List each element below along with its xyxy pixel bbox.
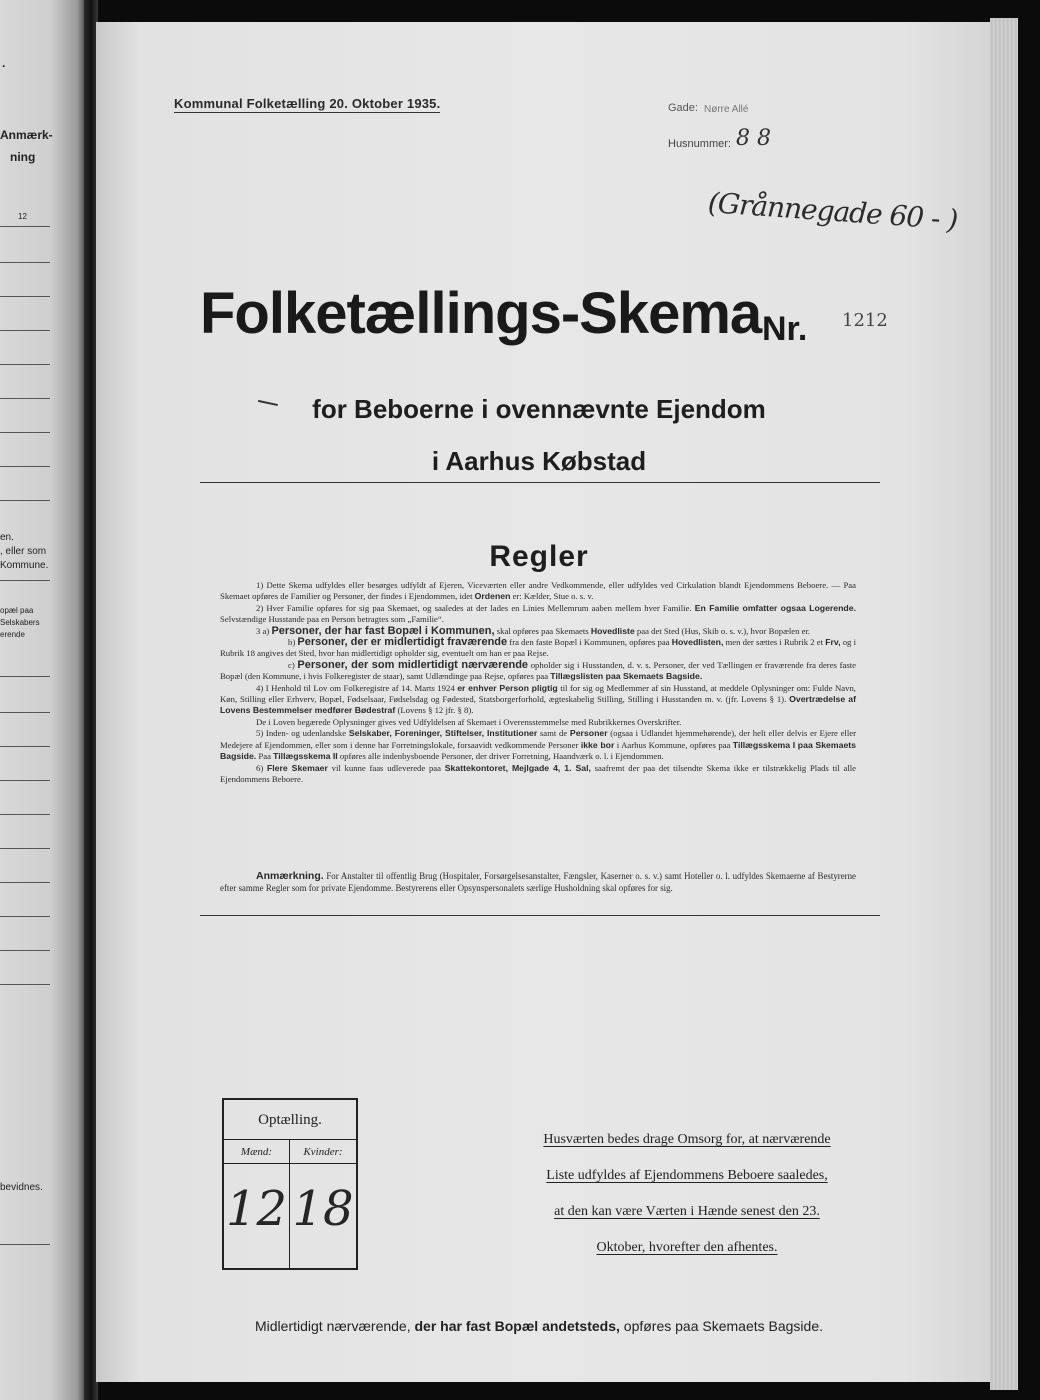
notice-line-1: Husværten bedes drage Omsorg for, at nærværende [543, 1132, 831, 1147]
rule-3b: b) Personer, der er midlertidigt fraværende fra den faste Bopæl i Kommunen, opføres paa Hovedlisten, men der sættes i Rubrik 2 et Frv, og i Rubrik 18 angives det Sted, hvor han midlertidigt opholder sig, eventuelt om han er paa Rejse. [220, 636, 856, 659]
anmaerkning-text: For Anstalter til offentlig Brug (Hospitaler, Forsørgelsesanstalter, Fængsler, Kaserner o. s. v.) samt Hoteller o. l. udfyldes Skemaerne af Bestyrerne efter samme Regler som for private Ejendomme. Bestyrerens eller Opsynspersonalets særlige Husholdning skal opføres for sig. [220, 871, 856, 893]
count-column-women [290, 1140, 356, 1268]
rule-4-note: De i Loven begærede Oplysninger gives ved Udfyldelsen af Skemaet i Overensstemmelse med Rubrikkernes Overskrifter. [256, 716, 682, 727]
rule-2: 2) Hver Familie opføres for sig paa Skemaet, og saaledes at der lades en Linies Mellemrum aaben mellem hver Familie. En Familie omfatter ogsaa Logerende. Selvstændige Husstande paa en Person betragtes som „Familie“. [220, 602, 856, 625]
notice-line-3: at den kan være Værten i Hænde senest den 23. [554, 1204, 820, 1219]
left-fragment-12: 12 [18, 212, 27, 221]
form-nr-label: Nr. [762, 310, 808, 348]
rule-3a: 3 a) Personer, der har fast Bopæl i Kommunen, skal opføres paa Skemaets Hovedliste paa det Sted (Hus, Skib o. s. v.), hvor Bopælen er. [256, 624, 811, 637]
left-fragment-anmaerk: Anmærk- [0, 128, 53, 142]
count-women-label: Kvinder: [290, 1140, 356, 1164]
gade-value: Nørre Allé [704, 104, 749, 115]
left-fragment-eller-som: , eller som [0, 546, 47, 557]
left-fragment-dot: . [2, 56, 6, 70]
left-fragment-selskabers: Selskabers [0, 618, 40, 627]
husnummer-value: 8 8 [736, 126, 771, 151]
left-fragment-ning: ning [10, 150, 36, 164]
census-title-header: Kommunal Folketælling 20. Oktober 1935. [174, 96, 441, 111]
divider-bottom [200, 915, 880, 916]
husnummer-label: Husnummer: [668, 138, 731, 150]
count-men-label: Mænd: [224, 1140, 289, 1164]
handwritten-address-note: (Grånnegade 60 - ) [706, 186, 959, 237]
count-column-men [224, 1140, 290, 1268]
divider-top [200, 482, 880, 483]
rule-6: 6) Flere Skemaer vil kunne faas udleverede paa Skattekontoret, Mejlgade 4, 1. Sal, saafremt der paa det tilsendte Skema ikke er tilstrækkelig Plads til alle Ejendommens Beboere. [220, 762, 856, 784]
count-men-value: 12 [225, 1181, 288, 1237]
gade-label: Gade: [668, 102, 698, 114]
left-fragment-erende: erende [0, 630, 25, 639]
rule-3c: c) Personer, der som midlertidigt nærværende opholder sig i Husstanden, d. v. s. Personer, der ved Tællingen er fraværende fra deres faste Bopæl (den Kommune, i hvis Folkeregister de staar), samt Udlændinge paa Rejse, opføres paa Tillægslisten paa Skemaets Bagside. [220, 658, 856, 682]
regler-heading: Regler [489, 540, 589, 573]
anmaerkning-block [220, 870, 856, 894]
rule-5: 5) Inden- og udenlandske Selskaber, Foreninger, Stiftelser, Institutioner samt de Personer (ogsaa i Udlandet hjemmehørende), der helt eller delvis er Ejere eller Medejere af Ejendommen, eller som i denne har Forretningslokale, forsaavidt vedkommende Personer ikke bor i Aarhus Kommune, opføres paa Tillægsskema I paa Skemaets Bagside. Paa Tillægsskema II opføres alle indenbysboende Personer, der driver Forretning, Haandværk o. l. i Ejendommen. [220, 728, 856, 762]
count-box-title: Optælling. [224, 1100, 356, 1140]
count-box [222, 1098, 358, 1270]
rule-4: 4) I Henhold til Lov om Folkeregistre af 14. Marts 1924 er enhver Person pligtig til for sig og Medlemmer af sin Husstand, at meddele Oplysninger om: Fulde Navn, Køn, Stilling eller Erhverv, Bopæl, Fødselsaar, Fødselsdag og Fødested, Statsborgerforhold, ægteskabelig Stilling, Stilling i Husstanden m. v. (jfr. Lovens § 1). Overtrædelse af Lovens Bestemmelser medfører Bødestraf (Lovens § 12 jfr. § 8). [220, 682, 856, 716]
census-form-page [96, 22, 996, 1382]
left-fragment-kommune: Kommune. [0, 560, 49, 571]
left-page-fragment [0, 0, 84, 1400]
anmaerkning-label: Anmærkning. [256, 870, 324, 882]
left-fragment-bevidnes: bevidnes. [0, 1182, 43, 1193]
rule-1: 1) Dette Skema udfyldes eller besørges udfyldt af Ejeren, Viceværten eller andre Vedkommende, eller udfyldes ved Cirkulation blandt Ejendommens Beboere. — Paa Skemaet opføres de Familier og Personer, der findes i Ejendommen, idet Ordenen er: Kælder, Stue o. s. v. [220, 580, 856, 602]
left-fragment-opael: opæl paa [0, 606, 34, 615]
landlord-notice [518, 1122, 856, 1266]
footer-note: Midlertidigt nærværende, der har fast Bopæl andetsteds, opføres paa Skemaets Bagside. [254, 1318, 823, 1334]
rules-text-block [220, 580, 856, 785]
notice-line-2: Liste udfyldes af Ejendommens Beboere saaledes, [546, 1168, 828, 1183]
form-subtitle-city: i Aarhus Købstad [431, 446, 647, 476]
notice-line-4: Oktober, hvorefter den afhentes. [596, 1240, 778, 1255]
left-fragment-en: en. [0, 532, 14, 543]
form-title: Folketællings-Skema [200, 281, 762, 346]
page-edge-stack [990, 18, 1018, 1390]
form-subtitle-residents: for Beboerne i ovennævnte Ejendom [312, 394, 766, 424]
form-nr-value: 1212 [842, 310, 888, 331]
count-women-value: 18 [292, 1181, 354, 1237]
